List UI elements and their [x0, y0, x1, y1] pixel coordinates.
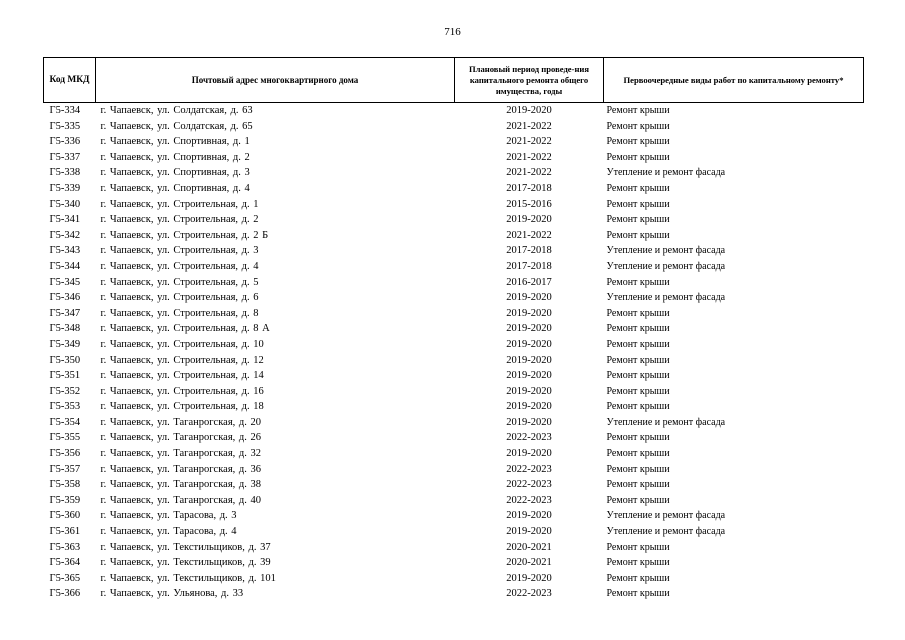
cell-works: Ремонт крыши: [606, 105, 670, 116]
cell-period: 2019-2020: [506, 526, 552, 538]
table-row: [44, 197, 864, 213]
capital-repair-table-container: [43, 57, 863, 602]
cell-address: г. Чапаевск, ул. Строительная, д. 10: [100, 338, 264, 350]
cell-code: Г5-360: [49, 510, 81, 522]
header-address: Почтовый адрес многоквартирного дома: [96, 58, 455, 103]
cell-works: Утепление и ремонт фасада: [606, 167, 726, 179]
cell-code: Г5-347: [49, 307, 81, 319]
cell-works: Ремонт крыши: [606, 572, 670, 584]
header-period: Плановый период проведе-ния капитального ремонта общего имущества, годы: [455, 58, 604, 103]
cell-code: Г5-334: [49, 105, 81, 116]
table-row: [44, 508, 864, 524]
cell-works: Ремонт крыши: [606, 323, 670, 335]
cell-code: Г5-342: [49, 229, 81, 241]
cell-works: Ремонт крыши: [606, 588, 670, 600]
cell-works: Ремонт крыши: [606, 479, 670, 491]
table-row: [44, 555, 864, 571]
cell-address: г. Чапаевск, ул. Таганрогская, д. 26: [100, 432, 261, 444]
cell-address: г. Чапаевск, ул. Спортивная, д. 3: [100, 167, 250, 179]
cell-address: г. Чапаевск, ул. Таганрогская, д. 32: [100, 448, 261, 460]
cell-code: Г5-346: [49, 292, 81, 304]
cell-code: Г5-348: [49, 323, 81, 335]
cell-address: г. Чапаевск, ул. Строительная, д. 14: [100, 370, 264, 382]
table-row: [44, 103, 864, 119]
cell-period: 2021-2022: [506, 167, 552, 179]
cell-period: 2019-2020: [506, 292, 552, 304]
cell-period: 2022-2023: [506, 432, 552, 444]
cell-code: Г5-344: [49, 260, 81, 272]
cell-code: Г5-361: [49, 526, 81, 538]
cell-address: г. Чапаевск, ул. Спортивная, д. 4: [100, 182, 250, 194]
cell-works: Утепление и ремонт фасада: [606, 292, 726, 304]
cell-period: 2021-2022: [506, 151, 552, 163]
cell-address: г. Чапаевск, ул. Строительная, д. 16: [100, 385, 264, 397]
cell-period: 2017-2018: [506, 182, 552, 194]
cell-address: г. Чапаевск, ул. Строительная, д. 4: [100, 260, 259, 272]
cell-period: 2021-2022: [506, 136, 552, 148]
cell-address: г. Чапаевск, ул. Строительная, д. 8: [100, 307, 259, 319]
cell-period: 2019-2020: [506, 370, 552, 382]
cell-works: Ремонт крыши: [606, 494, 670, 506]
cell-works: Ремонт крыши: [606, 120, 670, 132]
cell-period: 2022-2023: [506, 479, 552, 491]
table-row: [44, 415, 864, 431]
cell-works: Ремонт крыши: [606, 385, 670, 397]
cell-address: г. Чапаевск, ул. Спортивная, д. 1: [100, 136, 250, 148]
cell-period: 2022-2023: [506, 494, 552, 506]
table-header: [44, 58, 864, 103]
cell-code: Г5-350: [49, 354, 81, 366]
table-row: [44, 119, 864, 135]
page-number: 716: [444, 26, 461, 38]
cell-code: Г5-341: [49, 214, 81, 226]
table-row: [44, 384, 864, 400]
cell-period: 2019-2020: [506, 307, 552, 319]
cell-period: 2019-2020: [506, 401, 552, 413]
table-row: [44, 586, 864, 602]
cell-works: Ремонт крыши: [606, 432, 670, 444]
cell-period: 2021-2022: [506, 120, 552, 132]
table-row: [44, 337, 864, 353]
cell-code: Г5-358: [49, 479, 81, 491]
table-row: [44, 399, 864, 415]
cell-period: 2020-2021: [506, 541, 552, 553]
cell-period: 2017-2018: [506, 245, 552, 257]
cell-period: 2019-2020: [506, 385, 552, 397]
cell-code: Г5-335: [49, 120, 81, 132]
cell-address: г. Чапаевск, ул. Тарасова, д. 3: [100, 510, 237, 522]
cell-period: 2019-2020: [506, 354, 552, 366]
cell-period: 2019-2020: [506, 448, 552, 460]
table-row: [44, 477, 864, 493]
cell-works: Ремонт крыши: [606, 182, 670, 194]
cell-code: Г5-364: [49, 557, 81, 569]
cell-code: Г5-365: [49, 572, 81, 584]
cell-address: г. Чапаевск, ул. Строительная, д. 8 А: [100, 323, 270, 335]
cell-works: Ремонт крыши: [606, 276, 670, 288]
cell-works: Утепление и ремонт фасада: [606, 260, 726, 272]
table-row: [44, 228, 864, 244]
cell-works: Ремонт крыши: [606, 198, 670, 210]
cell-code: Г5-355: [49, 432, 81, 444]
cell-address: г. Чапаевск, ул. Строительная, д. 18: [100, 401, 264, 413]
cell-address: г. Чапаевск, ул. Строительная, д. 2 Б: [100, 229, 269, 241]
table-row: [44, 571, 864, 587]
table-row: [44, 462, 864, 478]
cell-works: Ремонт крыши: [606, 151, 670, 163]
table-row: [44, 321, 864, 337]
capital-repair-table: [43, 57, 864, 602]
cell-period: 2017-2018: [506, 260, 552, 272]
cell-works: Ремонт крыши: [606, 354, 670, 366]
cell-address: г. Чапаевск, ул. Спортивная, д. 2: [100, 151, 250, 163]
table-row: [44, 353, 864, 369]
cell-address: г. Чапаевск, ул. Солдатская, д. 63: [100, 105, 253, 116]
cell-code: Г5-357: [49, 463, 81, 475]
table-body: [44, 103, 864, 603]
cell-period: 2019-2020: [506, 416, 552, 428]
cell-code: Г5-359: [49, 494, 81, 506]
cell-code: Г5-340: [49, 198, 81, 210]
table-row: [44, 540, 864, 556]
cell-works: Утепление и ремонт фасада: [606, 526, 726, 538]
cell-address: г. Чапаевск, ул. Строительная, д. 12: [100, 354, 264, 366]
cell-code: Г5-345: [49, 276, 81, 288]
table-row: [44, 243, 864, 259]
cell-address: г. Чапаевск, ул. Ульянова, д. 33: [100, 588, 244, 600]
cell-works: Ремонт крыши: [606, 463, 670, 475]
cell-code: Г5-339: [49, 182, 81, 194]
cell-period: 2019-2020: [506, 214, 552, 226]
cell-works: Ремонт крыши: [606, 448, 670, 460]
header-code: Код МКД: [44, 58, 96, 103]
cell-address: г. Чапаевск, ул. Солдатская, д. 65: [100, 120, 253, 132]
table-row: [44, 259, 864, 275]
table-row: [44, 446, 864, 462]
table-row: [44, 524, 864, 540]
cell-code: Г5-349: [49, 338, 81, 350]
table-row: [44, 430, 864, 446]
cell-works: Ремонт крыши: [606, 136, 670, 148]
cell-works: Ремонт крыши: [606, 229, 670, 241]
cell-address: г. Чапаевск, ул. Таганрогская, д. 40: [100, 494, 261, 506]
cell-address: г. Чапаевск, ул. Таганрогская, д. 38: [100, 479, 261, 491]
table-row: [44, 306, 864, 322]
cell-code: Г5-354: [49, 416, 81, 428]
cell-address: г. Чапаевск, ул. Текстильщиков, д. 39: [100, 557, 271, 569]
table-row: [44, 493, 864, 509]
cell-period: 2015-2016: [506, 198, 552, 210]
cell-address: г. Чапаевск, ул. Текстильщиков, д. 37: [100, 541, 271, 553]
cell-works: Ремонт крыши: [606, 370, 670, 382]
cell-address: г. Чапаевск, ул. Строительная, д. 1: [100, 198, 259, 210]
cell-period: 2019-2020: [506, 510, 552, 522]
table-row: [44, 181, 864, 197]
cell-works: Утепление и ремонт фасада: [606, 510, 726, 522]
cell-works: Ремонт крыши: [606, 557, 670, 569]
cell-works: Ремонт крыши: [606, 401, 670, 413]
cell-code: Г5-351: [49, 370, 81, 382]
cell-period: 2019-2020: [506, 338, 552, 350]
cell-works: Ремонт крыши: [606, 307, 670, 319]
header-row: [44, 58, 864, 103]
cell-code: Г5-363: [49, 541, 81, 553]
cell-period: 2019-2020: [506, 572, 552, 584]
cell-period: 2019-2020: [506, 323, 552, 335]
cell-works: Утепление и ремонт фасада: [606, 416, 726, 428]
cell-address: г. Чапаевск, ул. Строительная, д. 3: [100, 245, 259, 257]
table-row: [44, 368, 864, 384]
cell-code: Г5-337: [49, 151, 81, 163]
table-row: [44, 150, 864, 166]
header-works: Первоочередные виды работ по капитальному ремонту*: [604, 58, 864, 103]
cell-period: 2019-2020: [506, 105, 552, 116]
cell-period: 2016-2017: [506, 276, 552, 288]
cell-period: 2020-2021: [506, 557, 552, 569]
table-row: [44, 290, 864, 306]
table-row: [44, 165, 864, 181]
cell-address: г. Чапаевск, ул. Строительная, д. 6: [100, 292, 259, 304]
cell-address: г. Чапаевск, ул. Строительная, д. 5: [100, 276, 259, 288]
cell-code: Г5-353: [49, 401, 81, 413]
cell-works: Ремонт крыши: [606, 541, 670, 553]
cell-address: г. Чапаевск, ул. Таганрогская, д. 20: [100, 416, 261, 428]
cell-address: г. Чапаевск, ул. Текстильщиков, д. 101: [100, 572, 276, 584]
cell-period: 2022-2023: [506, 463, 552, 475]
cell-code: Г5-343: [49, 245, 81, 257]
cell-period: 2021-2022: [506, 229, 552, 241]
cell-code: Г5-366: [49, 588, 81, 600]
cell-address: г. Чапаевск, ул. Строительная, д. 2: [100, 214, 259, 226]
cell-code: Г5-338: [49, 167, 81, 179]
cell-works: Ремонт крыши: [606, 338, 670, 350]
cell-code: Г5-352: [49, 385, 81, 397]
cell-period: 2022-2023: [506, 588, 552, 600]
cell-code: Г5-356: [49, 448, 81, 460]
cell-address: г. Чапаевск, ул. Тарасова, д. 4: [100, 526, 237, 538]
cell-works: Утепление и ремонт фасада: [606, 245, 726, 257]
cell-code: Г5-336: [49, 136, 81, 148]
table-row: [44, 212, 864, 228]
cell-works: Ремонт крыши: [606, 214, 670, 226]
cell-address: г. Чапаевск, ул. Таганрогская, д. 36: [100, 463, 261, 475]
table-row: [44, 134, 864, 150]
table-row: [44, 275, 864, 291]
